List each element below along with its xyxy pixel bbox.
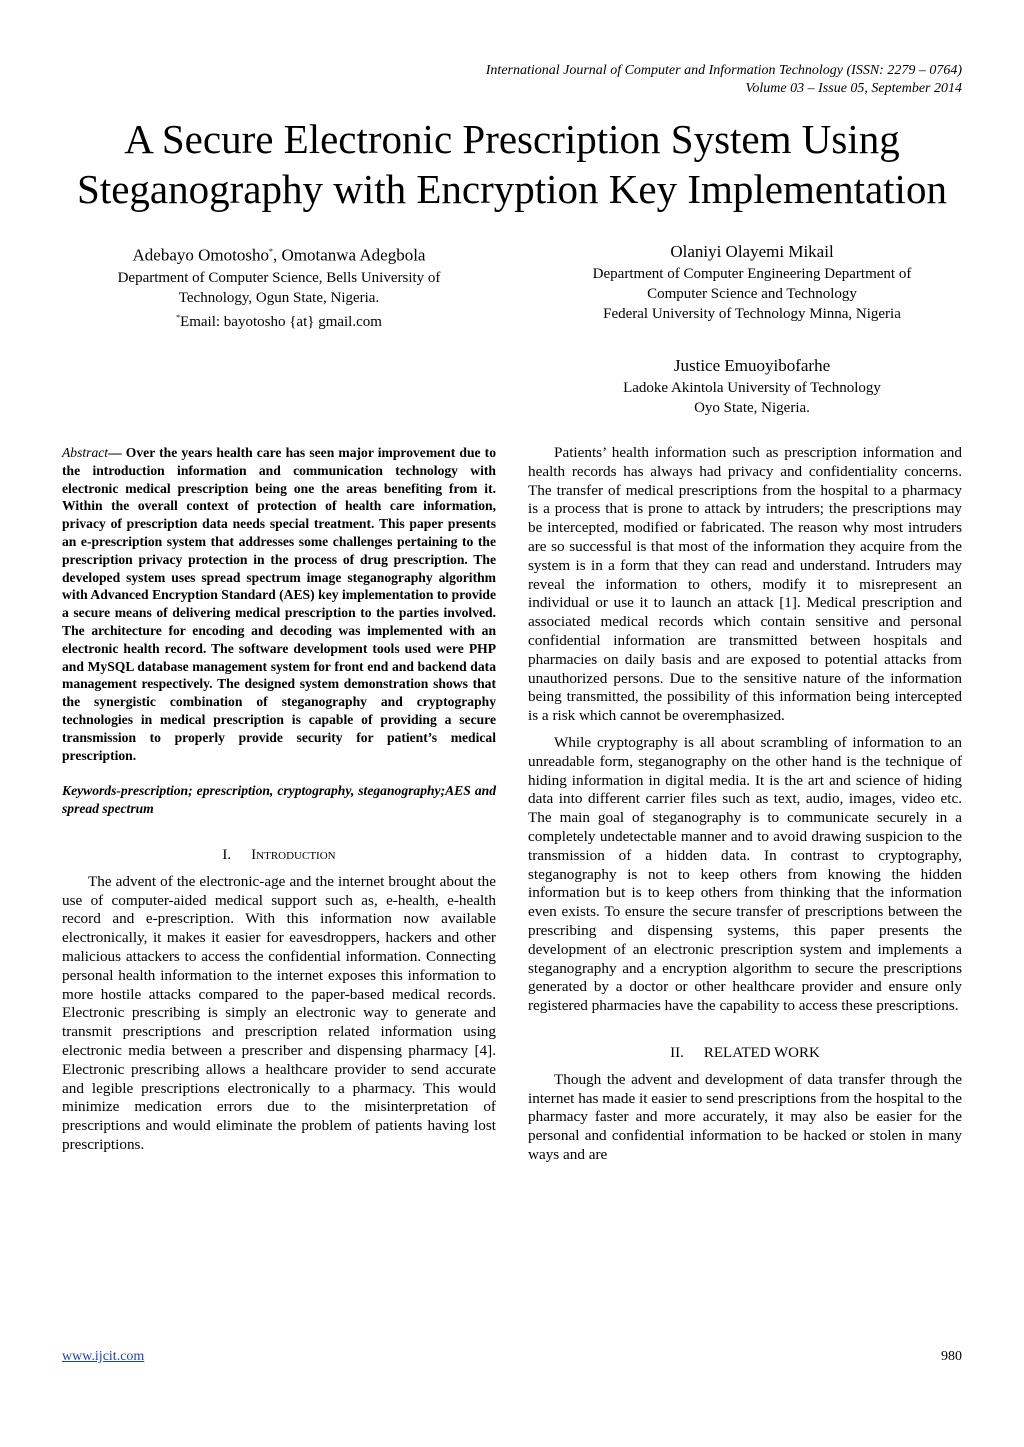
section-heading-related-work: II. RELATED WORK	[670, 1044, 820, 1061]
corresponding-mark: *	[268, 247, 273, 256]
page-number: 980	[941, 1349, 962, 1364]
author-names	[62, 240, 496, 268]
journal-volume: Volume 03 – Issue 05, September 2014	[745, 81, 962, 96]
intro-paragraph: The advent of the electronic-age and the internet brought about the use of computer-aided medical support such as, e-health, e-health record and e-prescription. With this information now available electronically, it makes it easier for eavesdroppers, hackers and other malicious attackers to access the confidential information. Connecting personal health information to the internet exposes this information to more hostile attacks compared to the paper-based medical records. Electronic prescribing is simply an electronic way to generate and transmit prescriptions and prescription related information using electronic media between a prescriber and dispensing pharmacy [4]. Electronic prescribing allows a healthcare provider to send accurate and legible prescriptions electronically to a pharmacy. This would minimize medication errors due to the misinterpretation of prescriptions and would eliminate the problem of patients having lost prescriptions.	[62, 872, 496, 1153]
affiliation-line: Department of Computer Science, Bells University of	[117, 269, 441, 286]
abstract-label: Abstract	[62, 445, 109, 460]
body-paragraph: While cryptography is all about scrambling of information to an unreadable form, steganography on the other hand is the technique of hiding information in digital media. It is the art and science of hiding data into different carrier files such as text, audio, images, video etc. The main goal of steganography is to communicate securely in a completely undetectable manner and to avoid drawing suspicion to the transmission of a hidden data. In contrast to cryptography, steganography is not to keep others from knowing the hidden information but is to keep others from thinking that the information even exists. To ensure the secure transfer of prescriptions between the prescribing and dispensing systems, this paper presents the development of an electronic prescription system and implements a steganography and a encryption algorithm to secure the prescriptions generated by a doctor or other healthcare provider and ensure only registered pharmacies have the capability to access these prescriptions.	[528, 733, 962, 1015]
author-block-left	[62, 240, 496, 332]
abstract	[62, 444, 496, 764]
email-mark: *	[176, 312, 181, 322]
author-block-right	[528, 240, 976, 324]
journal-website-link[interactable]: www.ijcit.com	[62, 1349, 145, 1364]
author-block-third	[528, 354, 976, 418]
affiliation-line: Oyo State, Nigeria.	[694, 400, 810, 416]
related-paragraph: Though the advent and development of data transfer through the internet has made it easier to send prescriptions from the hospital to the pharmacy faster and more accurately, it may also be easier for the personal and confidential information to be hacked or stolen in many ways and are	[528, 1070, 962, 1163]
body-paragraph: Patients’ health information such as prescription information and health records has always had privacy and confidentiality concerns. The transfer of medical prescriptions from the hospital to a pharmacy is a process that is prone to attack by intruders; the prescriptions may be intercepted, modified or fabricated. The reason why most intruders are so successful is that most of the information they acquire from the system is in a form that they can read and understand. Intruders may reveal the information to others, modify it to misrepresent an individual or use it to launch an attack [1]. Medical prescription and associated medical records which contain sensitive and personal confidential information are transmitted between hospitals and pharmacies on daily basis and are exposed to potential attacks from unauthorized persons. Due to the sensitive nature of the information being transmitted, the possibility of this information being intercepted is a risk which cannot be overemphasized.	[528, 444, 962, 725]
affiliation-line: Federal University of Technology Minna, Nigeria	[603, 306, 901, 322]
title-line-2: Steganography with Encryption Key Implementation	[77, 166, 947, 212]
affiliation-line: Computer Science and Technology	[647, 286, 857, 302]
author-email: *Email: bayotosho {at} gmail.com	[176, 312, 382, 330]
title-line-1: A Secure Electronic Prescription System Using	[124, 116, 900, 162]
author-name-omotosho: Adebayo Omotosho	[132, 245, 269, 265]
abstract-text: — Over the years health care has seen major improvement due to the introduction information and communication technology with electronic medical prescription being one the areas benefiting from it. Within the overall context of protection of health care information, privacy of prescription data needs special treatment. This paper presents an e-prescription system that addresses some challenges pertaining to the prescription privacy protection in the process of drug prescription. The developed system uses spread spectrum image steganography algorithm with Advanced Encryption Standard (AES) key implementation to provide a secure means of delivering medical prescription to the parties involved. The architecture for encoding and decoding was implemented with an electronic health record. The software development tools used were PHP and MySQL database management system for front end and backend data management respectively. The designed system demonstration shows that the synergistic combination of steganography and cryptography technologies in medical prescription is capable of providing a secure transmission to properly provide security for patient’s medical prescription.	[62, 445, 496, 763]
paper-title	[40, 114, 984, 214]
left-column	[62, 444, 496, 1163]
affiliation-line: Technology, Ogun State, Nigeria.	[178, 289, 380, 306]
journal-name: International Journal of Computer and Information Technology (ISSN: 2279 – 0764)	[485, 63, 962, 78]
right-column	[528, 444, 962, 1173]
section-heading-introduction: I. Introduction	[222, 846, 336, 863]
author-name-emuoyibofarhe: Justice Emuoyibofarhe	[673, 356, 831, 375]
author-name-adegbola: , Omotanwa Adegbola	[272, 245, 426, 265]
journal-header	[486, 62, 962, 98]
author-name-mikail: Olaniyi Olayemi Mikail	[670, 242, 834, 261]
affiliation-line: Ladoke Akintola University of Technology	[623, 380, 881, 396]
affiliation-line: Department of Computer Engineering Department of	[592, 266, 912, 282]
keywords: Keywords-prescription; eprescription, cryptography, steganography;AES and spread spectrum	[62, 783, 496, 817]
